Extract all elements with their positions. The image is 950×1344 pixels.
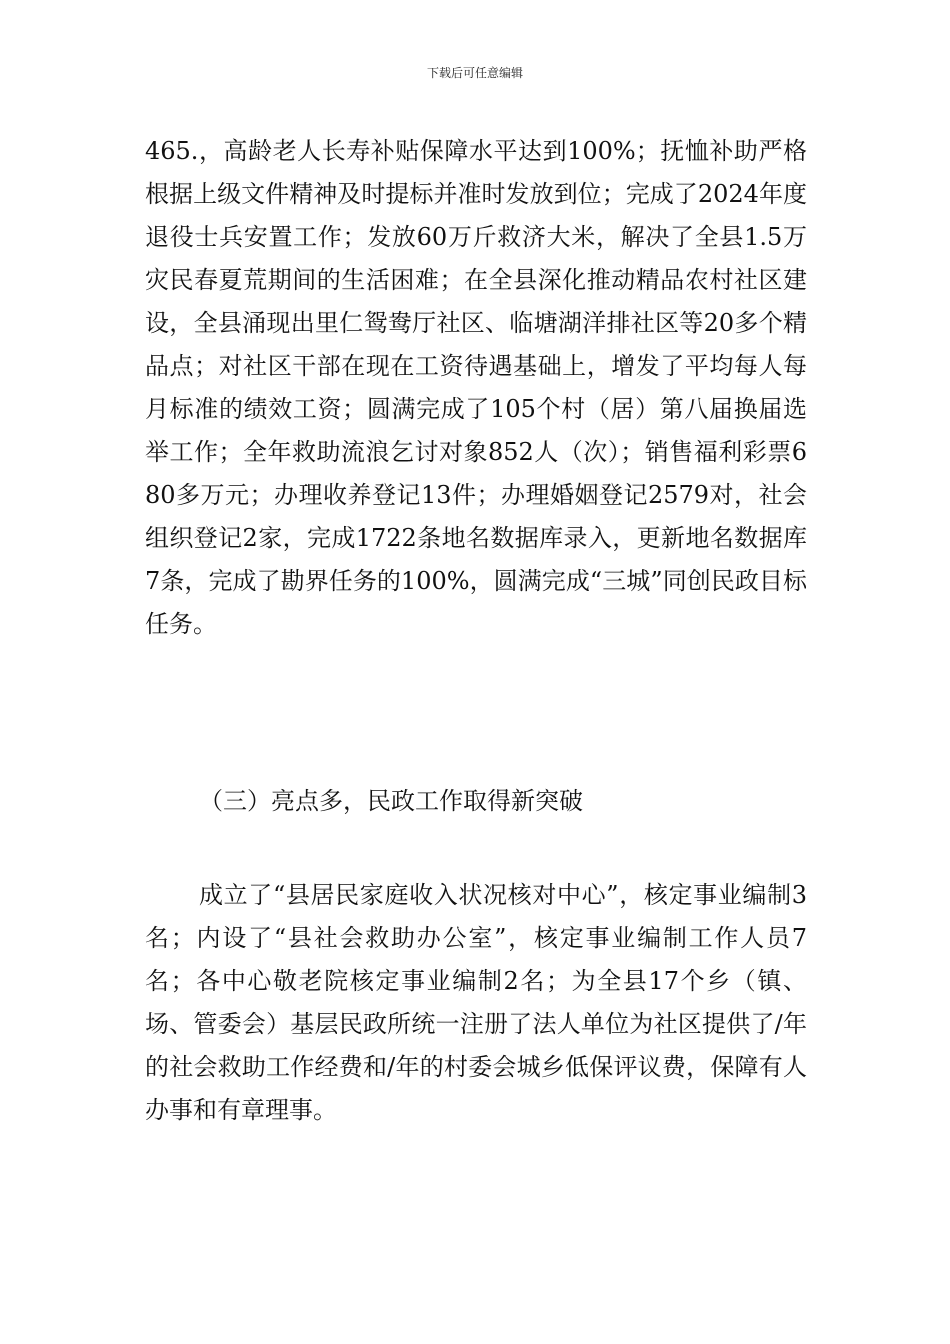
header-note: 下载后可任意编辑 [426,66,523,80]
section-heading: （三）亮点多，民政工作取得新突破 [199,787,583,815]
paragraph: 465.，高龄老人长寿补贴保障水平达到100%；抚恤补助严格根据上级文件精神及时提标并准时发放到位；完成了2024年度退役士兵安置工作；发放60万斤救济大米，解决了全县1.5万灾民春夏荒期间的生活困难；在全县深化推动精品农村社区建设，全县涌现出里仁鸳鸯厅社区、临塘湖洋排社区等20多个精品点；对社区干部在现在工资待遇基础上，增发了平均每人每月标准的绩效工资；圆满完成了105个村（居）第八届换届选举工作；全年救助流浪乞讨对象852人（次）；销售福利彩票680多万元；办理收养登记13件；办理婚姻登记2579对，社会组织登记2家，完成1722条地名数据库录入，更新地名数据库7条，完成了勘界任务的100%，圆满完成“三城”同创民政目标任务。 [145,137,807,638]
paragraph: 成立了“县居民家庭收入状况核对中心”，核定事业编制3名；内设了“县社会救助办公室”，核定事业编制工作人员7名；各中心敬老院核定事业编制2名；为全县17个乡（镇、场、管委会）基层民政所统一注册了法人单位为社区提供了/年的社会救助工作经费和/年的村委会城乡低保评议费，保障有人办事和有章理事。 [145,881,807,1124]
